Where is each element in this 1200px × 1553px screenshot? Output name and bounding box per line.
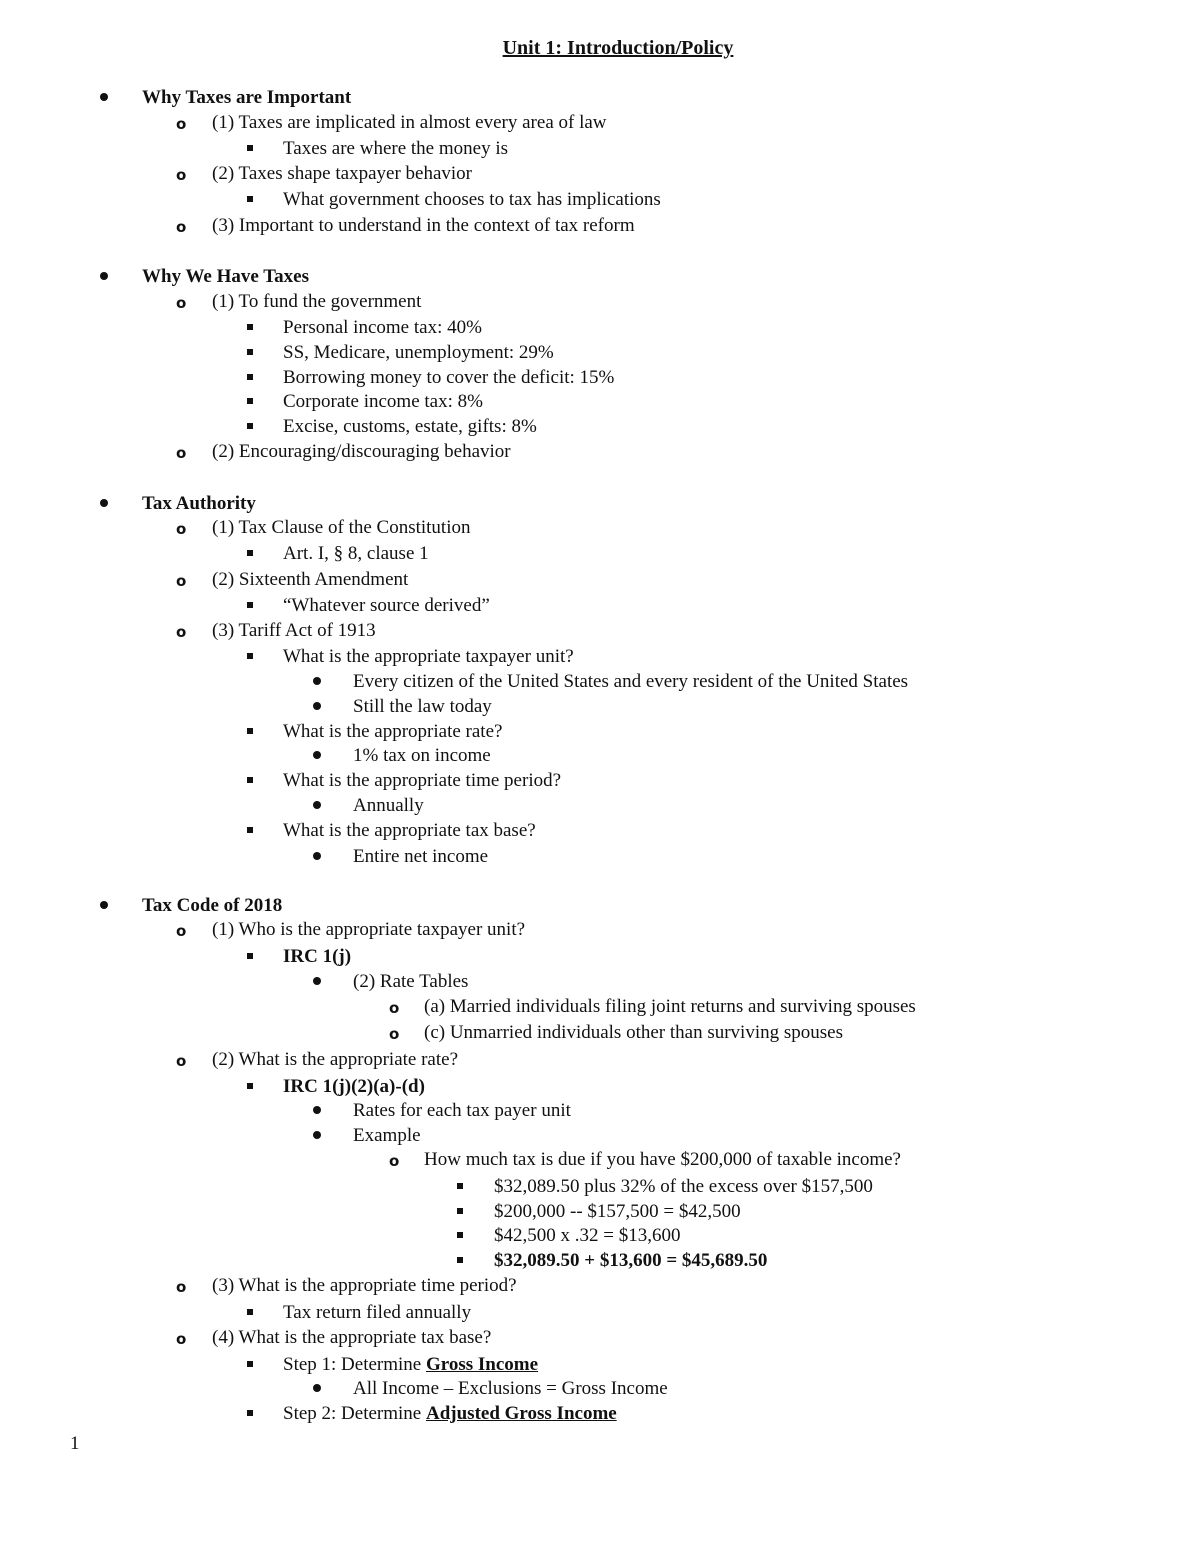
outline-item-text: Excise, customs, estate, gifts: 8% (283, 416, 537, 437)
outline-item-text: Tax Authority (142, 493, 256, 514)
bullet-square-icon (247, 374, 253, 380)
outline-item (494, 1249, 767, 1273)
outline-item-text: All Income – Exclusions = Gross Income (353, 1378, 668, 1399)
outline-item-text: (2) Sixteenth Amendment (212, 569, 409, 590)
outline-item-text: What is the appropriate taxpayer unit? (283, 646, 574, 667)
bullet-square-icon (247, 550, 253, 556)
bullet-disc-icon (313, 1131, 321, 1139)
bullet-circle-icon: o (176, 623, 187, 641)
outline-item-text: Gross Income (426, 1354, 539, 1375)
outline-item (283, 769, 561, 793)
outline-item (212, 1274, 517, 1298)
bullet-circle-icon: o (389, 1025, 400, 1043)
bullet-disc-icon (313, 751, 321, 759)
bullet-disc-icon (100, 901, 108, 909)
outline-item (283, 542, 429, 566)
outline-item-text: (3) Tariff Act of 1913 (212, 620, 376, 641)
bullet-disc-icon (313, 801, 321, 809)
outline-item (494, 1224, 680, 1248)
outline-item (283, 1301, 471, 1325)
outline-item (283, 316, 482, 340)
bullet-square-icon (247, 1361, 253, 1367)
outline-item (424, 1148, 901, 1172)
bullet-circle-icon: o (176, 444, 187, 462)
bullet-square-icon (247, 1309, 253, 1315)
bullet-square-icon (457, 1257, 463, 1263)
outline-item (142, 492, 256, 516)
outline-item-text: How much tax is due if you have $200,000 of taxable income? (424, 1149, 901, 1170)
outline-item-text: Annually (353, 795, 424, 816)
outline-item-text: Tax return filed annually (283, 1302, 472, 1323)
outline-item-text: (2) Rate Tables (353, 971, 469, 992)
outline-item (283, 945, 351, 969)
outline-item (283, 137, 508, 161)
outline-item (142, 894, 282, 918)
outline-item-text: What is the appropriate rate? (283, 721, 503, 742)
outline-item-text: Adjusted Gross Income (426, 1403, 617, 1424)
outline-item (353, 744, 491, 768)
outline-item-text: (2) Taxes shape taxpayer behavior (212, 163, 472, 184)
bullet-disc-icon (100, 93, 108, 101)
bullet-disc-icon (100, 499, 108, 507)
bullet-square-icon (457, 1232, 463, 1238)
outline-item (283, 390, 483, 414)
outline-item (283, 720, 502, 744)
outline-item-text: Borrowing money to cover the deficit: 15% (283, 367, 615, 388)
outline-item-text: (3) What is the appropriate time period? (212, 1275, 517, 1296)
outline-item-text: (4) What is the appropriate tax base? (212, 1327, 492, 1348)
outline-item-text: Entire net income (353, 846, 489, 867)
outline-item (353, 1124, 421, 1148)
outline-item (424, 1021, 843, 1045)
outline-item-text: $42,500 x .32 = $13,600 (494, 1225, 681, 1246)
bullet-square-icon (247, 398, 253, 404)
outline-item (212, 619, 376, 643)
outline-item-text: What is the appropriate time period? (283, 770, 562, 791)
outline-item-text: Art. I, § 8, clause 1 (283, 543, 429, 564)
outline-item (283, 341, 554, 365)
outline-item-text: (1) Who is the appropriate taxpayer unit? (212, 919, 526, 940)
bullet-disc-icon (100, 272, 108, 280)
outline-item-text: Taxes are where the money is (283, 138, 508, 159)
bullet-disc-icon (313, 852, 321, 860)
bullet-square-icon (247, 1410, 253, 1416)
outline-item-text: Personal income tax: 40% (283, 317, 482, 338)
outline-item (353, 794, 424, 818)
outline-item (212, 214, 635, 238)
outline-item (353, 1377, 668, 1401)
outline-item (424, 995, 916, 1019)
outline-item-text: $200,000 -- $157,500 = $42,500 (494, 1201, 741, 1222)
bullet-square-icon (457, 1183, 463, 1189)
bullet-circle-icon: o (389, 1152, 400, 1170)
outline-item-text: Tax Code of 2018 (142, 895, 283, 916)
bullet-square-icon (247, 827, 253, 833)
bullet-circle-icon: o (176, 572, 187, 590)
outline-item-text: $32,089.50 + $13,600 = $45,689.50 (494, 1250, 768, 1271)
outline-item (494, 1175, 873, 1199)
outline-item (212, 440, 511, 464)
bullet-disc-icon (313, 1106, 321, 1114)
outline-item-text: SS, Medicare, unemployment: 29% (283, 342, 554, 363)
outline-item (283, 188, 661, 212)
outline-item (353, 670, 908, 694)
bullet-square-icon (247, 602, 253, 608)
bullet-circle-icon: o (389, 999, 400, 1017)
outline-item (212, 290, 421, 314)
outline-item (283, 1353, 538, 1377)
outline-item-text: (2) Encouraging/discouraging behavior (212, 441, 511, 462)
bullet-square-icon (247, 777, 253, 783)
outline-item (353, 1099, 571, 1123)
outline-item (283, 1402, 617, 1426)
outline-item (212, 1048, 458, 1072)
outline-item-text: Why Taxes are Important (142, 87, 352, 108)
outline-item-text: $32,089.50 plus 32% of the excess over $157,500 (494, 1176, 873, 1197)
outline-item (283, 366, 614, 390)
outline-item-text: Step 1: Determine (283, 1354, 426, 1375)
bullet-square-icon (247, 1083, 253, 1089)
outline-item (212, 516, 471, 540)
outline-item-text: 1% tax on income (353, 745, 491, 766)
bullet-circle-icon: o (176, 166, 187, 184)
bullet-circle-icon: o (176, 218, 187, 236)
bullet-square-icon (247, 145, 253, 151)
outline-item (283, 645, 574, 669)
bullet-disc-icon (313, 677, 321, 685)
outline-item-text: (a) Married individuals filing joint returns and surviving spouses (424, 996, 916, 1017)
bullet-circle-icon: o (176, 1278, 187, 1296)
outline-item-text: (c) Unmarried individuals other than surviving spouses (424, 1022, 843, 1043)
outline-item (353, 695, 492, 719)
outline-item-text: What government chooses to tax has implications (283, 189, 661, 210)
bullet-circle-icon: o (176, 1052, 187, 1070)
outline-item (353, 845, 488, 869)
outline-item (142, 265, 309, 289)
bullet-square-icon (457, 1208, 463, 1214)
outline-item-text: Corporate income tax: 8% (283, 391, 483, 412)
bullet-square-icon (247, 653, 253, 659)
outline-item-text: Rates for each tax payer unit (353, 1100, 571, 1121)
bullet-square-icon (247, 423, 253, 429)
outline-item-text: (1) Taxes are implicated in almost every area of law (212, 112, 607, 133)
outline-item-text: Every citizen of the United States and every resident of the United States (353, 671, 909, 692)
bullet-circle-icon: o (176, 115, 187, 133)
page-title: Unit 1: Introduction/Policy (502, 37, 734, 59)
outline-item (212, 568, 408, 592)
outline-item (212, 918, 525, 942)
bullet-square-icon (247, 196, 253, 202)
bullet-disc-icon (313, 977, 321, 985)
bullet-disc-icon (313, 1384, 321, 1392)
bullet-square-icon (247, 728, 253, 734)
outline-item (353, 970, 468, 994)
outline-item (283, 415, 537, 439)
outline-item (142, 86, 351, 110)
outline-item (283, 1075, 425, 1099)
outline-item-text: (2) What is the appropriate rate? (212, 1049, 459, 1070)
outline-item (494, 1200, 741, 1224)
bullet-circle-icon: o (176, 922, 187, 940)
bullet-square-icon (247, 349, 253, 355)
outline-item (212, 111, 607, 135)
outline-item-text: (3) Important to understand in the context of tax reform (212, 215, 635, 236)
outline-item (283, 594, 490, 618)
outline-item-text: What is the appropriate tax base? (283, 820, 536, 841)
outline-item-text: Still the law today (353, 696, 492, 717)
bullet-circle-icon: o (176, 294, 187, 312)
outline-item-text: Step 2: Determine (283, 1403, 426, 1424)
outline-item-text: IRC 1(j)(2)(a)-(d) (283, 1076, 425, 1097)
outline-item-text: (1) To fund the government (212, 291, 422, 312)
outline-item-text: (1) Tax Clause of the Constitution (212, 517, 471, 538)
bullet-circle-icon: o (176, 1330, 187, 1348)
bullet-disc-icon (313, 702, 321, 710)
bullet-square-icon (247, 953, 253, 959)
bullet-square-icon (247, 324, 253, 330)
outline-item-text: IRC 1(j) (283, 946, 352, 967)
outline-item-text: Why We Have Taxes (142, 266, 309, 287)
bullet-circle-icon: o (176, 520, 187, 538)
outline-item-text: Example (353, 1125, 421, 1146)
outline-item (212, 1326, 491, 1350)
page-number: 1 (70, 1433, 80, 1454)
outline-item (283, 819, 536, 843)
outline-item-text: “Whatever source derived” (283, 595, 490, 616)
outline-item (212, 162, 472, 186)
